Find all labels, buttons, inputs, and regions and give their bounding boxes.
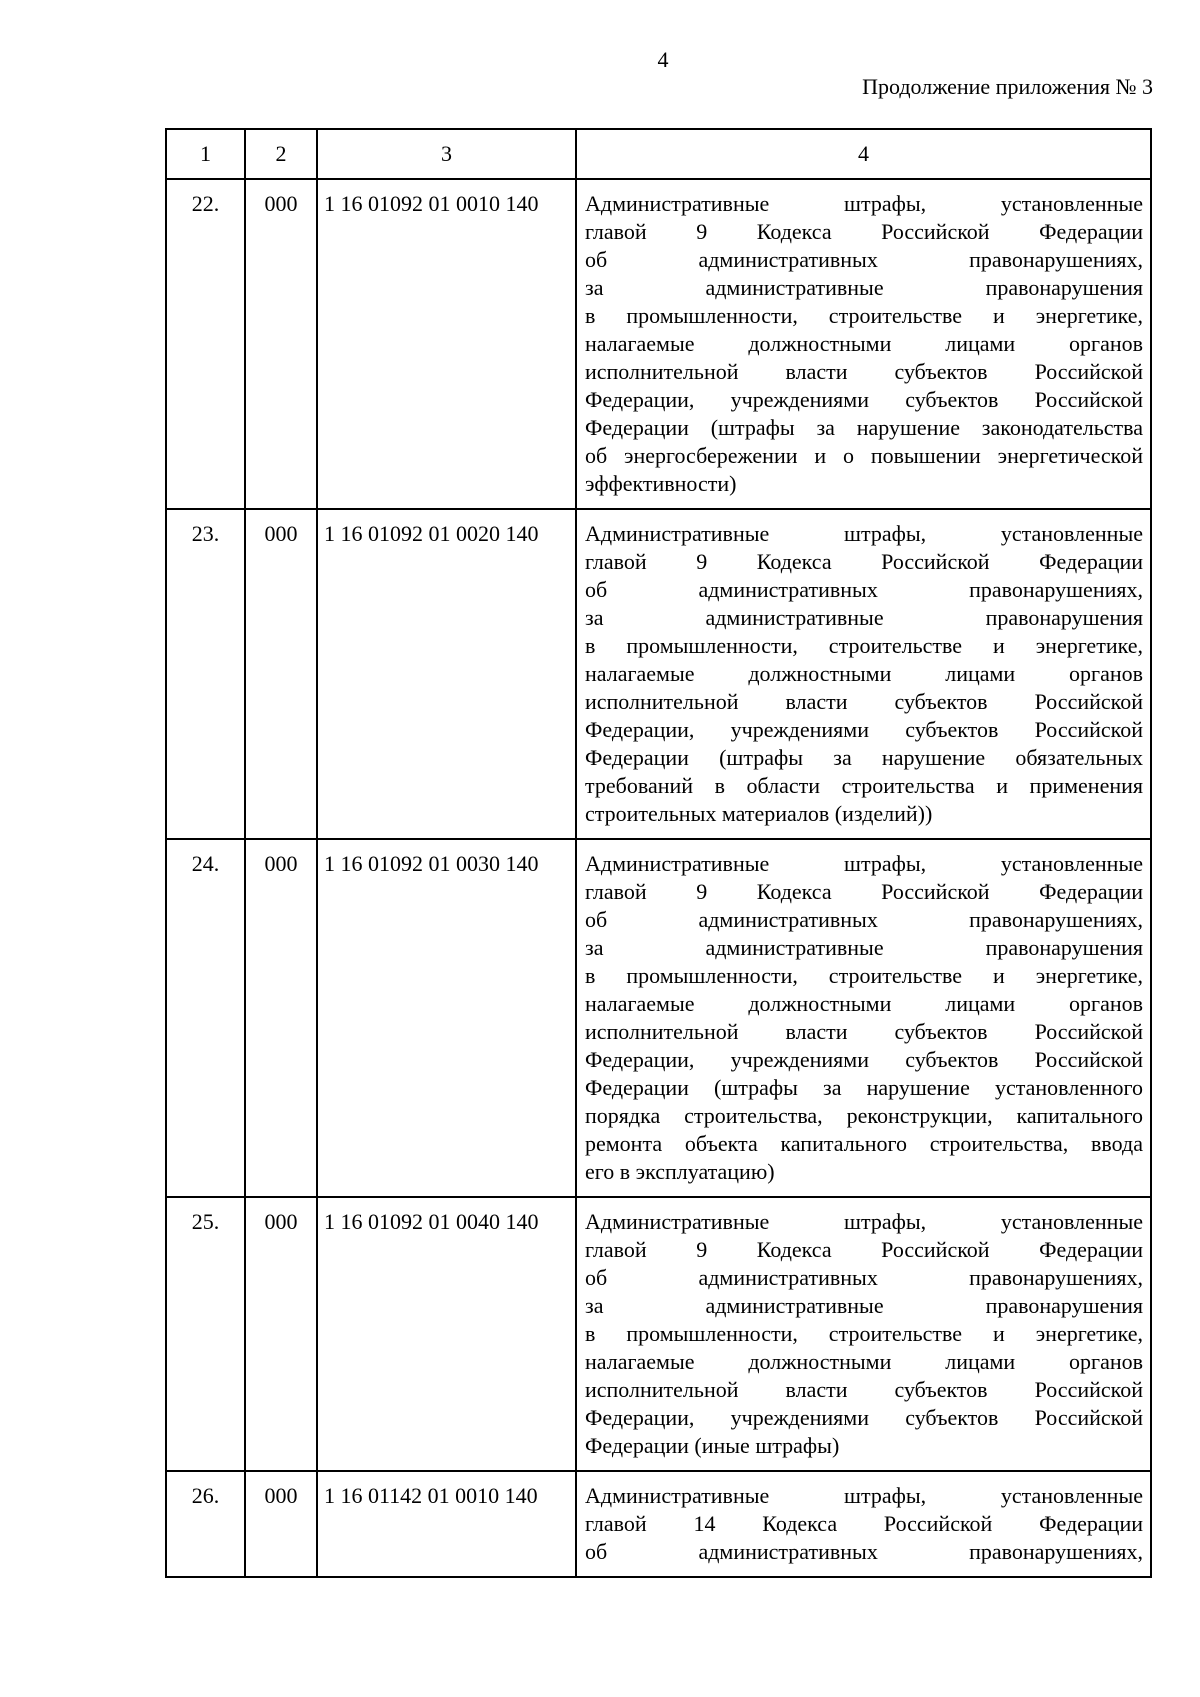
description-line: за административные правонарушения <box>585 1293 1143 1318</box>
description-line: Административные штрафы, установленные <box>585 1209 1143 1234</box>
row-number: 24. <box>166 839 245 1197</box>
administrator-code: 000 <box>245 179 317 509</box>
description-line: об административных правонарушениях, <box>585 907 1143 932</box>
column-header-1: 1 <box>166 129 245 179</box>
description-line: исполнительной власти субъектов Российской <box>585 1019 1143 1044</box>
column-header-2: 2 <box>245 129 317 179</box>
description-line: об административных правонарушениях, <box>585 1265 1143 1290</box>
description-line: Административные штрафы, установленные <box>585 521 1143 546</box>
administrator-code: 000 <box>245 839 317 1197</box>
description-line: за административные правонарушения <box>585 605 1143 630</box>
page-number: 4 <box>657 47 669 72</box>
administrator-code: 000 <box>245 509 317 839</box>
description-line: за административные правонарушения <box>585 935 1143 960</box>
description-line: в промышленности, строительстве и энергетике, <box>585 963 1143 988</box>
revenue-description <box>576 509 1151 839</box>
row-number: 23. <box>166 509 245 839</box>
description-line: налагаемые должностными лицами органов <box>585 331 1143 356</box>
budget-classification-code: 1 16 01092 01 0040 140 <box>317 1197 576 1471</box>
column-header-4: 4 <box>576 129 1151 179</box>
row-number: 26. <box>166 1471 245 1577</box>
table-row <box>166 1197 1151 1471</box>
table-row <box>166 1471 1151 1577</box>
description-line: порядка строительства, реконструкции, капитального <box>585 1103 1143 1128</box>
description-line: ремонта объекта капитального строительства, ввода <box>585 1131 1143 1156</box>
budget-classification-table <box>165 128 1152 1578</box>
description-line: Федерации, учреждениями субъектов Российской <box>585 1405 1143 1430</box>
description-line: исполнительной власти субъектов Российской <box>585 1377 1143 1402</box>
description-line: налагаемые должностными лицами органов <box>585 991 1143 1016</box>
description-line: Административные штрафы, установленные <box>585 1483 1143 1508</box>
row-number: 25. <box>166 1197 245 1471</box>
description-line: Федерации (штрафы за нарушение законодательства <box>585 415 1143 440</box>
revenue-description <box>576 179 1151 509</box>
description-line: главой 9 Кодекса Российской Федерации <box>585 1237 1143 1262</box>
description-line: строительных материалов (изделий)) <box>585 801 933 826</box>
description-line: об административных правонарушениях, <box>585 247 1143 272</box>
description-line: Федерации, учреждениями субъектов Российской <box>585 717 1143 742</box>
column-header-3: 3 <box>317 129 576 179</box>
description-line: Административные штрафы, установленные <box>585 191 1143 216</box>
budget-classification-code: 1 16 01092 01 0020 140 <box>317 509 576 839</box>
description-line: исполнительной власти субъектов Российской <box>585 689 1143 714</box>
budget-classification-code: 1 16 01142 01 0010 140 <box>317 1471 576 1577</box>
revenue-description <box>576 1471 1151 1577</box>
revenue-description <box>576 1197 1151 1471</box>
description-line: Федерации, учреждениями субъектов Российской <box>585 1047 1143 1072</box>
description-line: за административные правонарушения <box>585 275 1143 300</box>
description-line: в промышленности, строительстве и энергетике, <box>585 633 1143 658</box>
description-line: Федерации, учреждениями субъектов Российской <box>585 387 1143 412</box>
description-line: налагаемые должностными лицами органов <box>585 661 1143 686</box>
description-line: требований в области строительства и применения <box>585 773 1143 798</box>
administrator-code: 000 <box>245 1197 317 1471</box>
revenue-description <box>576 839 1151 1197</box>
description-line: его в эксплуатацию) <box>585 1159 775 1184</box>
description-line: в промышленности, строительстве и энергетике, <box>585 303 1143 328</box>
budget-classification-code: 1 16 01092 01 0030 140 <box>317 839 576 1197</box>
description-line: главой 9 Кодекса Российской Федерации <box>585 879 1143 904</box>
description-line: в промышленности, строительстве и энергетике, <box>585 1321 1143 1346</box>
row-number: 22. <box>166 179 245 509</box>
description-line: об административных правонарушениях, <box>585 1539 1143 1564</box>
budget-classification-code: 1 16 01092 01 0010 140 <box>317 179 576 509</box>
description-line: об энергосбережении и о повышении энергетической <box>585 443 1143 468</box>
description-line: главой 9 Кодекса Российской Федерации <box>585 549 1143 574</box>
table-row <box>166 839 1151 1197</box>
description-line: главой 9 Кодекса Российской Федерации <box>585 219 1143 244</box>
description-line: Федерации (иные штрафы) <box>585 1433 840 1458</box>
appendix-continuation-title: Продолжение приложения № 3 <box>862 74 1153 99</box>
description-line: Административные штрафы, установленные <box>585 851 1143 876</box>
table-row <box>166 509 1151 839</box>
administrator-code: 000 <box>245 1471 317 1577</box>
table-header-row <box>166 129 1151 179</box>
description-line: исполнительной власти субъектов Российской <box>585 359 1143 384</box>
description-line: Федерации (штрафы за нарушение установленного <box>585 1075 1143 1100</box>
description-line: эффективности) <box>585 471 737 496</box>
description-line: Федерации (штрафы за нарушение обязательных <box>585 745 1143 770</box>
table-row <box>166 179 1151 509</box>
description-line: об административных правонарушениях, <box>585 577 1143 602</box>
description-line: главой 14 Кодекса Российской Федерации <box>585 1511 1143 1536</box>
description-line: налагаемые должностными лицами органов <box>585 1349 1143 1374</box>
